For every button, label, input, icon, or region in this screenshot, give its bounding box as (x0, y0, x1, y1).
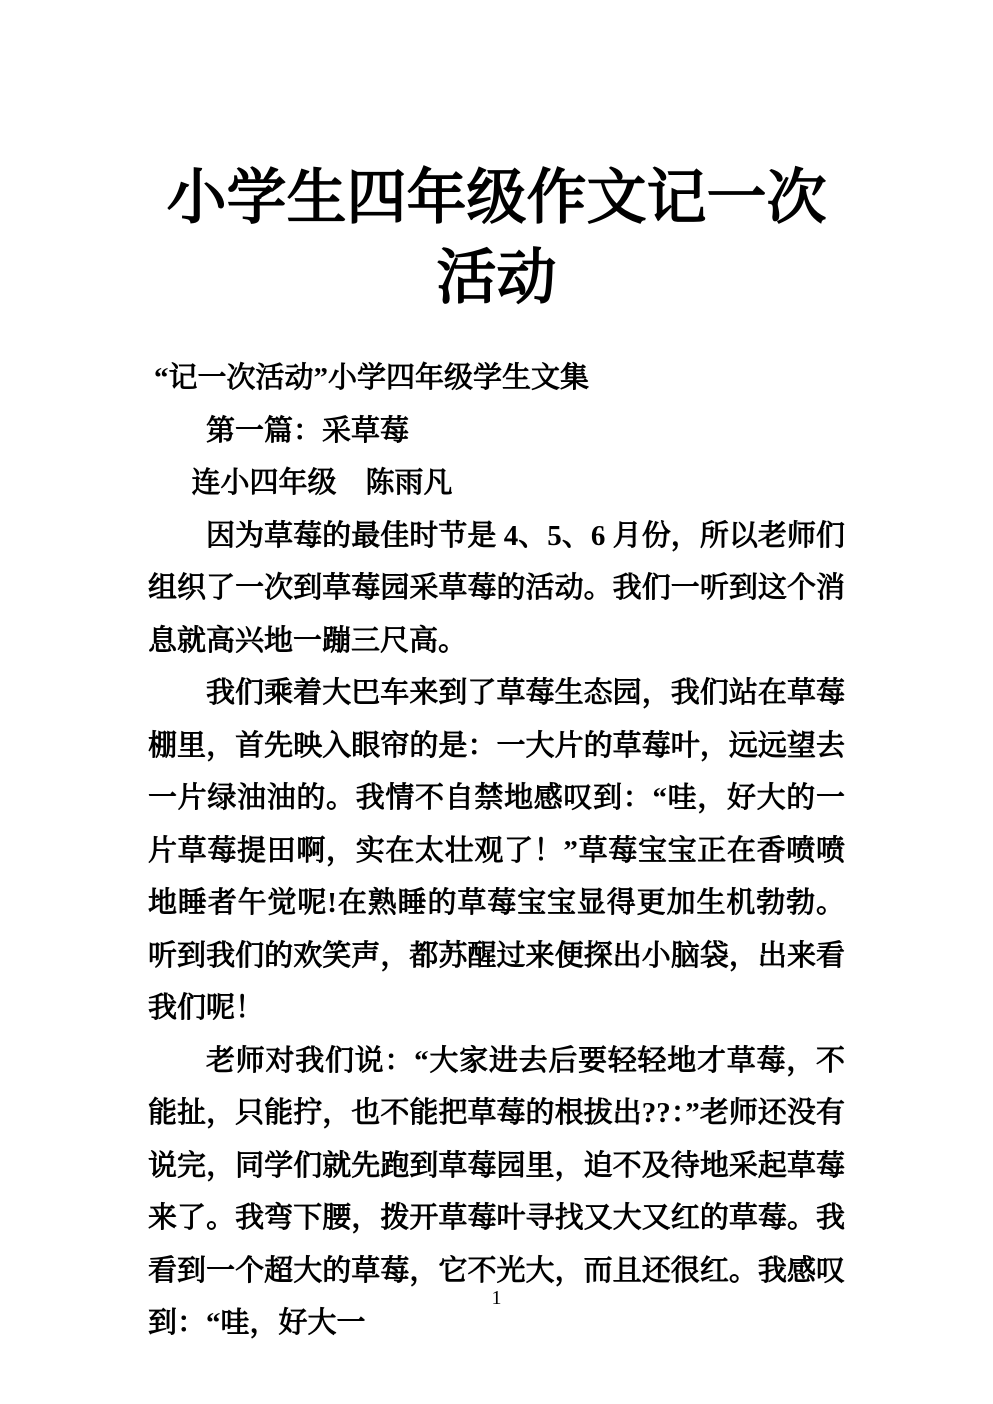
document-title (148, 0, 845, 318)
page-number: 1 (491, 1287, 502, 1309)
document-content (148, 0, 845, 1350)
essay-paragraph: 老师对我们说：“大家进去后要轻轻地才草莓，不能扯，只能拧，也不能把草莓的根拔出??：”老师还没有说完，同学们就先跑到草莓园里，迫不及待地采起草莓来了。我弯下腰，拨开草莓叶寻找又大又红的草莓。我看到一个超大的草莓，它不光大，而且还很红。我感叹到：“哇，好大一 (148, 1044, 845, 1339)
essay-body (148, 352, 845, 1350)
author-byline: 连小四年级 陈雨凡 (191, 467, 453, 499)
section-heading: 第一篇：采草莓 (206, 414, 410, 447)
essay-paragraph: 因为草莓的最佳时节是 4、5、6 月份，所以老师们组织了一次到草莓园采草莓的活动。我们一听到这个消息就高兴地一蹦三尺高。 (148, 519, 845, 657)
essay-paragraph: 我们乘着大巴车来到了草莓生态园，我们站在草莓棚里，首先映入眼帘的是：一大片的草莓叶，远远望去一片绿油油的。我情不自禁地感叹到：“哇，好大的一片草莓提田啊，实在太壮观了！”草莓宝宝正在香喷喷地睡者午觉呢!在熟睡的草莓宝宝显得更加生机勃勃。听到我们的欢笑声，都苏醒过来便探出小脑袋，出来看我们呢！ (148, 677, 845, 1024)
title-line-2: 活动 (436, 245, 557, 311)
collection-subtitle: “记一次活动”小学四年级学生文集 (154, 362, 590, 394)
title-line-1: 小学生四年级作文记一次 (166, 165, 827, 231)
